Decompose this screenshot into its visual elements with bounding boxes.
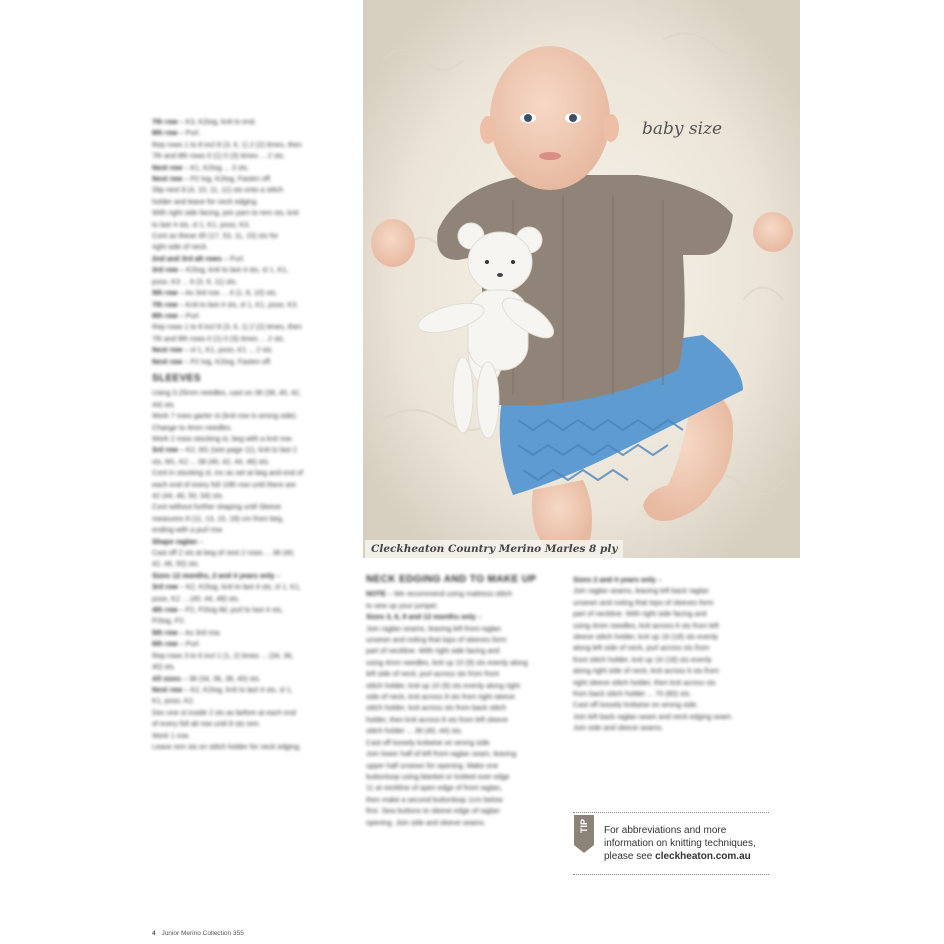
instruction-line xyxy=(152,422,352,433)
instruction-line xyxy=(152,490,352,501)
instruction-label: Sizes 2 and 4 years only xyxy=(573,575,656,584)
tip-text xyxy=(604,824,774,863)
instruction-line xyxy=(573,665,769,676)
instruction-line xyxy=(366,737,562,748)
instruction-text: Join raglan seams, leaving left back raglan xyxy=(573,586,709,596)
instruction-line xyxy=(366,748,562,759)
instruction-line xyxy=(573,688,769,699)
pattern-column-left xyxy=(152,116,352,752)
instruction-text: left side of neck, purl across sts from front xyxy=(366,669,500,679)
instruction-text: right side of neck. xyxy=(152,242,209,252)
instruction-text: psso, K3 ... 6 (3, 9, 11) sts. xyxy=(152,276,238,286)
instruction-text: sts, M1, K2 ... 38 (40, 42, 44, 46) sts. xyxy=(152,456,270,466)
instruction-text: 44) sts. xyxy=(152,399,176,409)
instruction-line xyxy=(152,707,352,718)
instruction-line xyxy=(366,794,562,805)
instruction-text: each end of every foll 10th row until there are xyxy=(152,479,296,489)
instruction-text: Cast off loosely knitwise on wrong side. xyxy=(573,700,699,710)
instruction-text: to last 4 sts, sl 1, K1, psso, K3. xyxy=(152,219,251,229)
instruction-text: – As 3rd row ... 4 (1, 8, 10) sts. xyxy=(177,288,278,298)
front-shaping-instructions xyxy=(152,116,352,367)
instruction-text: Leave rem sts on stitch holder for neck edging. xyxy=(152,741,302,751)
instruction-text: from back stitch holder ... 70 (80) sts. xyxy=(573,689,692,699)
instruction-line xyxy=(366,725,562,736)
instruction-line xyxy=(152,241,352,252)
instruction-label: 5th row xyxy=(152,288,178,298)
instruction-text: 7th and 8th rows 0 (1) 0 (3) times ... 2 sts. xyxy=(152,151,286,161)
instruction-line xyxy=(366,645,562,656)
instruction-line xyxy=(573,677,769,688)
publication-title: Junior Merino Collection 355 xyxy=(161,930,244,937)
instruction-line xyxy=(366,782,562,793)
instruction-line xyxy=(573,608,769,619)
instruction-text: – K2tog, knit to last 4 sts, sl 1, K1, xyxy=(177,265,289,275)
instruction-text: Join left back raglan seam and neck edging seam. xyxy=(573,711,733,721)
instruction-text: Join lower half of left front raglan seam, leaving xyxy=(366,749,517,759)
instruction-line xyxy=(152,524,352,535)
instruction-line xyxy=(152,604,352,615)
instruction-line xyxy=(152,581,352,592)
instruction-label: All sizes xyxy=(152,673,181,683)
instruction-line xyxy=(152,718,352,729)
instruction-line xyxy=(152,387,352,398)
instruction-line xyxy=(573,620,769,631)
instruction-line xyxy=(152,627,352,638)
instruction-text: to sew up your jumper. xyxy=(366,600,439,610)
instruction-label: Shape raglan xyxy=(152,536,198,546)
instruction-line xyxy=(366,760,562,771)
instruction-line xyxy=(366,817,562,828)
instruction-text: Rep rows 3 to 6 incl 1 (1, 2) times ... (34, 36, xyxy=(152,650,294,660)
larger-sizes-instructions xyxy=(573,574,769,734)
instruction-line xyxy=(366,714,562,725)
instruction-line xyxy=(152,570,352,581)
instruction-line xyxy=(152,287,352,298)
instruction-line xyxy=(366,657,562,668)
instruction-line xyxy=(152,264,352,275)
instruction-text: – P2, P2tog tbl, purl to last 4 sts, xyxy=(177,605,284,615)
instruction-label: NOTE xyxy=(366,589,386,599)
instruction-text: Cast off 2 sts at beg of next 2 rows ... 38 (40, xyxy=(152,548,295,558)
instruction-line xyxy=(573,722,769,733)
instruction-line xyxy=(152,139,352,150)
instruction-text: – sl 1, K1, psso, K1 ... 2 sts. xyxy=(182,345,274,355)
instruction-line xyxy=(152,479,352,490)
instruction-text: – Purl. xyxy=(177,128,201,138)
tip-website-link[interactable]: cleckheaton.com.au xyxy=(655,851,751,862)
tip-line-3: please see xyxy=(604,851,656,862)
instruction-line xyxy=(152,150,352,161)
instruction-line xyxy=(152,456,352,467)
instruction-text: – K1, K2tog ... 3 sts. xyxy=(182,162,250,172)
instruction-text: – P2 tog, K2tog, Fasten off. xyxy=(182,356,272,366)
instruction-label: Sizes 3, 6, 9 and 12 months only xyxy=(366,612,476,622)
instruction-label: Sizes 12 months, 2 and 4 years only xyxy=(152,570,275,580)
instruction-text: along right side of neck, knit across 6 sts from xyxy=(573,666,719,676)
baby-photo-illustration xyxy=(363,0,800,558)
instruction-text: 40) sts. xyxy=(152,662,176,672)
instruction-label: 7th row xyxy=(152,299,178,309)
instruction-text: 42 (44, 46, 50, 54) sts. xyxy=(152,491,224,500)
instruction-text: using 4mm needles, knit across 6 sts from left xyxy=(573,620,719,630)
instruction-text: Work 7 rows garter st (knit row is wrong side). xyxy=(152,411,298,421)
instruction-text: – xyxy=(655,575,662,584)
instruction-line xyxy=(152,344,352,355)
instruction-line xyxy=(152,684,352,695)
instruction-line xyxy=(152,116,352,127)
instruction-line xyxy=(366,611,562,622)
instruction-text: part of neckline. With right side facing and xyxy=(573,609,707,619)
tip-line-2: information on knitting techniques, xyxy=(604,838,756,849)
instruction-line xyxy=(152,467,352,478)
instruction-line xyxy=(152,730,352,741)
instruction-line xyxy=(573,711,769,722)
instruction-label: 5th row xyxy=(152,627,178,637)
instruction-text: holder, then knit across 8 sts from left sleeve xyxy=(366,714,508,724)
instruction-label: 3rd row xyxy=(152,582,178,592)
sleeves-instructions xyxy=(152,387,352,752)
instruction-text: – xyxy=(475,612,482,622)
instruction-text: Work 1 row. xyxy=(152,730,190,740)
instruction-text: ending with a purl row. xyxy=(152,525,224,535)
neck-edging-heading: NECK EDGING AND TO MAKE UP xyxy=(366,574,537,585)
instruction-text: along left side of neck, purl across sts from xyxy=(573,643,710,653)
instruction-label: Next row xyxy=(152,174,183,184)
instruction-label: 8th row xyxy=(152,128,178,138)
pattern-column-middle xyxy=(366,574,562,828)
instruction-text: upper half unsewn for opening. Make one xyxy=(366,760,499,770)
instruction-label: 7th row xyxy=(152,117,178,126)
instruction-text: using 4mm needles, knit up 10 (9) sts evenly along xyxy=(366,657,528,667)
instruction-text: Cont in stocking st, inc as set at beg and end of xyxy=(152,468,304,478)
instruction-text: side of neck, knit across 8 sts from right sleeve xyxy=(366,692,516,702)
instruction-text: 7th and 8th rows 0 (1) 0 (3) times ... 2 sts. xyxy=(152,333,286,343)
instruction-line xyxy=(366,623,562,634)
instruction-line xyxy=(573,574,769,585)
instruction-text: – Knit to last 4 sts, sl 1, K1, psso, K3. xyxy=(177,299,299,309)
instruction-text: – Purl. xyxy=(177,310,201,320)
instruction-text: Cont without further shaping until Sleeve xyxy=(152,502,282,512)
instruction-text: – xyxy=(274,570,281,580)
instruction-text: – As 3rd row. xyxy=(177,627,222,637)
instruction-line xyxy=(152,615,352,626)
instruction-label: Next row xyxy=(152,162,183,172)
instruction-line xyxy=(152,230,352,241)
instruction-text: – xyxy=(197,536,204,546)
instruction-line xyxy=(152,333,352,344)
instruction-line xyxy=(366,771,562,782)
instruction-line xyxy=(152,513,352,524)
instruction-line xyxy=(366,600,562,611)
instruction-line xyxy=(152,310,352,321)
instruction-line xyxy=(573,631,769,642)
instruction-line xyxy=(573,597,769,608)
instruction-text: – K2, K2tog, knit to last 4 sts, sl 1, K1, xyxy=(177,582,302,592)
instruction-line xyxy=(152,127,352,138)
instruction-text: – K3, K2tog, knit to end. xyxy=(177,117,257,126)
instruction-text: Join raglan seams, leaving left front raglan xyxy=(366,623,502,633)
instruction-line xyxy=(366,680,562,691)
instruction-text: stitch holder ... 36 (40, 44) sts. xyxy=(366,726,463,736)
instruction-label: Next row xyxy=(152,345,183,355)
instruction-line xyxy=(366,634,562,645)
instruction-text: Join side and sleeve seams. xyxy=(573,723,664,733)
tip-line-1: For abbreviations and more xyxy=(604,825,727,836)
instruction-text: Using 3.25mm needles, cast on 36 (38, 40, 42, xyxy=(152,388,302,398)
instruction-line xyxy=(152,219,352,230)
instruction-line xyxy=(573,585,769,596)
instruction-label: 4th row xyxy=(152,605,178,615)
instruction-text: – We recommend using mattress stitch xyxy=(385,589,513,599)
instruction-line xyxy=(573,699,769,710)
instruction-text: 42, 46, 50) sts. xyxy=(152,559,200,569)
instruction-label: 8th row xyxy=(152,310,178,320)
instruction-text: Rep rows 1 to 8 incl 8 (3, 6, 1) 2 (2) times, then xyxy=(152,322,302,332)
instruction-line xyxy=(152,207,352,218)
instruction-line xyxy=(152,661,352,672)
instruction-text: stitch holder, knit up 10 (9) sts evenly along right xyxy=(366,680,520,690)
instruction-line xyxy=(152,356,352,367)
instruction-line xyxy=(152,501,352,512)
instruction-text: – 38 (34, 36, 38, 40) sts. xyxy=(180,673,261,683)
instruction-text: measures 9 (11, 13, 15, 18) cm from beg, xyxy=(152,513,284,523)
instruction-text: buttonloop using blanket or knitted over edge xyxy=(366,771,510,781)
instruction-line xyxy=(152,410,352,421)
instruction-text: Slip next 8 (4, 10, 11, 11) sts onto a stitch xyxy=(152,185,284,195)
instruction-text: – P2 tog, K2tog, Fasten off. xyxy=(182,174,272,184)
instruction-label: 3rd row xyxy=(152,445,178,455)
instruction-text: of every foll alt row until 8 sts rem. xyxy=(152,719,261,729)
instruction-text: unsewn and noting that tops of sleeves form xyxy=(573,597,714,607)
instruction-line xyxy=(152,536,352,547)
page-footer xyxy=(152,930,244,937)
instruction-line xyxy=(366,588,562,599)
instruction-text: P2tog, P2. xyxy=(152,616,186,626)
instruction-line xyxy=(152,276,352,287)
instruction-text: – Purl. xyxy=(177,639,201,649)
tip-bottom-rule xyxy=(573,874,769,875)
instruction-line xyxy=(152,558,352,569)
instruction-line xyxy=(366,668,562,679)
instruction-text: opening. Join side and sleeve seams. xyxy=(366,817,486,827)
neck-edging-instructions xyxy=(366,588,562,828)
yarn-caption: Cleckheaton Country Merino Marles 8 ply xyxy=(365,540,623,558)
instruction-line xyxy=(152,184,352,195)
instruction-text: – Purl. xyxy=(221,253,245,263)
instruction-text: Dec one st inside 2 sts as before at each end xyxy=(152,707,296,717)
instruction-label: 2nd and 3rd alt rows xyxy=(152,253,222,263)
instruction-text: – K2, M1 (see page 11), knit to last 2 xyxy=(177,445,297,455)
instruction-label: Next row xyxy=(152,356,183,366)
instruction-text: 11 at neckline of open edge of front raglan, xyxy=(366,783,503,793)
instruction-line xyxy=(366,805,562,816)
instruction-text: sleeve stitch holder, knit up 16 (18) sts evenly xyxy=(573,632,719,642)
instruction-text: then make a second buttonloop 1cm below xyxy=(366,794,503,804)
instruction-text: Work 2 rows stocking st, beg with a knit row. xyxy=(152,433,293,443)
instruction-line xyxy=(152,162,352,173)
instruction-text: stitch holder, knit across sts from back stitch xyxy=(366,703,507,713)
instruction-line xyxy=(573,654,769,665)
instruction-line xyxy=(152,695,352,706)
instruction-line xyxy=(152,433,352,444)
instruction-line xyxy=(366,691,562,702)
instruction-text: K1, psso, K2. xyxy=(152,696,195,706)
instruction-text: first. Sew buttons to sleeve edge of raglan xyxy=(366,806,500,816)
instruction-label: 3rd row xyxy=(152,265,178,275)
instruction-label: 6th row xyxy=(152,639,178,649)
instruction-text: Cont as these 45 (17, 53, 11, 15) sts for xyxy=(152,231,279,241)
baby-size-label: baby size xyxy=(642,119,723,139)
instruction-text: front stitch holder, knit up 16 (18) sts evenly xyxy=(573,654,712,664)
instruction-label: Next row xyxy=(152,684,183,694)
instruction-line xyxy=(152,399,352,410)
instruction-line xyxy=(152,547,352,558)
instruction-text: right sleeve stitch holder, then knit across sts xyxy=(573,677,716,687)
instruction-line xyxy=(366,702,562,713)
page-number: 4 xyxy=(152,930,156,937)
instruction-text: part of neckline. With right side facing and xyxy=(366,646,500,656)
product-photo xyxy=(363,0,800,558)
instruction-text: – K2, K2tog, knit to last 4 sts, sl 1, xyxy=(182,684,293,694)
instruction-text: With right side facing, join yarn to rem sts, knit xyxy=(152,208,299,218)
instruction-line xyxy=(152,650,352,661)
instruction-line xyxy=(152,253,352,264)
instruction-line xyxy=(152,593,352,604)
tip-badge xyxy=(574,815,594,845)
pattern-column-right xyxy=(573,574,769,734)
instruction-line xyxy=(152,638,352,649)
instruction-line xyxy=(152,741,352,752)
instruction-line xyxy=(573,642,769,653)
instruction-line xyxy=(152,673,352,684)
instruction-line xyxy=(152,321,352,332)
instruction-text: Rep rows 1 to 8 incl 8 (3, 6, 1) 2 (2) times, then xyxy=(152,139,302,149)
instruction-text: Cast off loosely knitwise on wrong side. xyxy=(366,737,492,747)
tip-badge-label: TIP xyxy=(579,819,589,834)
instruction-line xyxy=(152,173,352,184)
tip-top-rule xyxy=(573,812,769,813)
instruction-text: unsewn and noting that tops of sleeves form xyxy=(366,635,507,645)
instruction-line xyxy=(152,444,352,455)
instruction-text: Change to 4mm needles. xyxy=(152,422,233,432)
instruction-line xyxy=(152,299,352,310)
instruction-text: psso, K2 ... (40, 44, 48) sts. xyxy=(152,593,240,603)
instruction-text: holder and leave for neck edging. xyxy=(152,196,259,206)
sleeves-heading: SLEEVES xyxy=(152,372,201,384)
instruction-line xyxy=(152,196,352,207)
